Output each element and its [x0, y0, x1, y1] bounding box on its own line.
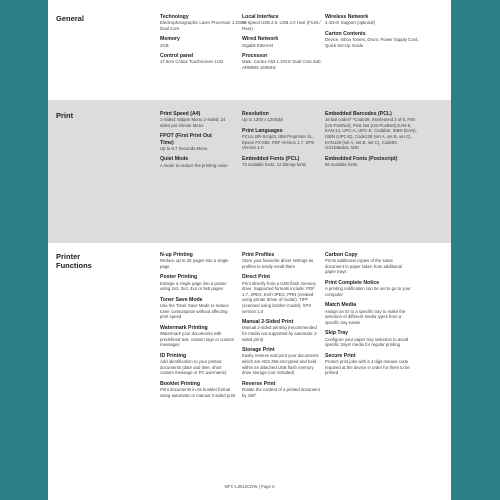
spec-heading: Embedded Barcodes (PCL) [325, 111, 392, 117]
spec-item [242, 156, 322, 168]
spec-item [242, 14, 330, 31]
spec-heading: Technology [160, 14, 189, 20]
spec-heading: Embedded Fonts (Postscript) [325, 155, 398, 162]
spec-item [242, 53, 330, 70]
section-title: Print [56, 111, 74, 120]
spec-heading: Direct Print [242, 274, 270, 281]
spec-detail: A mode to reduce the printing noise [160, 162, 228, 168]
spec-item [160, 325, 236, 348]
spec-detail: Assign an ID to a specific tray to make the selection of different media types from a specific tray easier [325, 308, 406, 325]
spec-heading: Print Speed (A4) [160, 111, 201, 117]
spec-item [242, 111, 322, 123]
spec-item [242, 128, 322, 151]
spec-heading: Carbon Copy [325, 252, 358, 258]
spec-item [160, 36, 248, 48]
spec-heading: Local Interface [242, 14, 279, 20]
column-1 [160, 14, 248, 70]
spec-detail: Add identification to your printed documents (date and time, short custom message or PC username) [160, 358, 227, 376]
spec-item [160, 381, 236, 398]
spec-item [242, 36, 330, 48]
spec-heading: Print Profiles [242, 252, 275, 258]
spec-detail: Up to 1200 x 1200dpi [242, 117, 283, 123]
spec-detail: Manual 2-sided printing (recommended for media not supported by automatic 2-sided print) [242, 325, 318, 342]
spec-heading: Storage Print [242, 347, 275, 354]
spec-item [242, 319, 320, 342]
spec-heading: Secure Print [325, 352, 356, 359]
spec-item [242, 381, 320, 398]
spec-item [325, 353, 411, 376]
spec-heading: Booklet Printing [160, 380, 201, 387]
spec-heading: Print Complete Notice [325, 279, 380, 286]
spec-heading: Resolution [242, 111, 269, 117]
spec-item [160, 53, 248, 65]
spec-item [325, 252, 411, 275]
spec-heading: Poster Printing [160, 274, 198, 281]
spec-detail: Print documents in A5 booklet format using automatic or manual 2-sided print [160, 386, 236, 398]
spec-detail: Reduce up to 25 pages into a single page [160, 258, 229, 269]
spec-heading: Wired Network [242, 36, 279, 43]
spec-detail: Store your favourite driver settings as profiles to easily recall them [242, 258, 314, 269]
spec-heading: Skip Tray [325, 330, 349, 337]
spec-detail: Protect print jobs with a 4 digit release code required at the device in order for them to be printed [325, 358, 410, 376]
spec-detail: Use the Toner Save Mode to reduce toner consumption without affecting print speed [160, 302, 229, 320]
spec-detail: Easily retrieve and print your documents which are AES 256 encrypted and held within an attached USB flash memory drive storage (not included) [242, 353, 319, 376]
spec-item [325, 111, 421, 151]
spec-detail: Prints additional copies of the same document to paper taken from additional paper trays [325, 258, 402, 275]
spec-heading: Wireless Network [325, 14, 369, 20]
spec-item [160, 14, 248, 31]
spec-detail: 2GB [160, 42, 169, 48]
spec-heading: Embedded Fonts (PCL) [242, 155, 300, 162]
column-3 [325, 14, 420, 53]
spec-item [160, 297, 236, 320]
spec-detail: 66 scalable fonts [325, 161, 358, 167]
spec-detail: Print directly from a USB flash memory drive. Supported formats include: PDF 1.7, JPEG, Exif+JPEG, PRN (created using printer driver of model), TIFF (scanned using brother model), XPS version 1.0 [242, 280, 317, 314]
spec-item [160, 156, 236, 168]
spec-item [242, 347, 320, 376]
spec-heading: Carton Contents [325, 30, 366, 37]
spec-page [48, 0, 451, 500]
column-3 [325, 252, 411, 381]
section-title: Printer Functions [56, 252, 92, 270]
spec-item [242, 252, 320, 269]
column-1 [160, 252, 236, 403]
spec-item [160, 274, 236, 291]
spec-heading: Quiet Mode [160, 156, 189, 163]
spec-detail: 73 scalable fonts, 12 bitmap fonts [242, 161, 307, 167]
spec-heading: Control panel [160, 53, 194, 60]
spec-item [242, 274, 320, 314]
spec-heading: Print Languages [242, 127, 283, 134]
spec-heading: Memory [160, 36, 180, 43]
spec-heading: Reverse Print [242, 380, 276, 387]
spec-item [325, 14, 420, 26]
spec-detail: Hi-Speed USB 2.0, USB 2.0 Host (Front / Rear) [242, 20, 321, 31]
spec-detail: Device, Inbox Toners, Drum, Power Supply Cord, Quick Set-Up Guide [325, 37, 419, 48]
spec-heading: N-up Printing [160, 252, 193, 258]
spec-heading: Manual 2-Sided Print [242, 319, 294, 326]
spec-detail: Rotate the content of a printed document by 180° [242, 386, 320, 398]
spec-detail: A printing notification can be set to go to your computer [325, 286, 411, 297]
spec-heading: Processor [242, 53, 268, 60]
spec-heading: Toner Save Mode [160, 296, 203, 303]
spec-item [160, 252, 236, 269]
spec-detail: Main: Cortex-A53 1.2GHz Dual Core Sub: ARM946 150MHz [242, 59, 322, 70]
spec-heading: Match Media [325, 302, 357, 309]
spec-heading: ID Printing [160, 352, 187, 359]
spec-detail: Configure your paper tray selection to avoid specific trays/ media for regular printing [325, 336, 409, 348]
section-title: General [56, 14, 84, 23]
page-footer: MFC-L8610CDW | Page 6 [224, 484, 275, 489]
spec-detail: Watermark your documents with predefined text, custom logo or custom messages [160, 330, 235, 348]
column-2 [242, 111, 322, 173]
spec-item [160, 133, 236, 151]
spec-detail: 2.4GHz Support (optional) [325, 20, 375, 26]
spec-item [160, 353, 236, 376]
spec-detail: 16 bar codes* *Code39, Interleaved 2 of 5, FIM (US-PostNet), Post Net (US-PostNet) EAN-8, EAN-13, UPC-A, UPC-E, Codabar, ISBN (EAN), ISBN (UPC-E), Code128 (set A, set B, set C), EAN128 (set A, set B, set C), Code93, GS1Databar, MSI [325, 117, 417, 151]
spec-detail: Electrophotographic Laser Processor 1.2GHz Dual Core [160, 20, 247, 31]
spec-item [160, 111, 236, 128]
column-1 [160, 111, 236, 173]
spec-detail: 17.6cm Colour Touchscreen LCD [160, 59, 224, 65]
spec-item [325, 31, 420, 48]
column-2 [242, 252, 320, 403]
spec-item [325, 302, 411, 325]
column-2 [242, 14, 330, 76]
spec-item [325, 280, 411, 297]
spec-detail: PCL6, BR-Script3, IBM Proprinter XL, Epson FX-850, PDF Version 1.7, XPS Version 1.0 [242, 134, 315, 151]
column-3 [325, 111, 421, 173]
spec-detail: 1-Sided: 50ppm Mono 2-Sided: 24 sides per minute Mono [160, 117, 226, 128]
spec-item [325, 330, 411, 347]
spec-item [325, 156, 421, 168]
spec-detail: Up to 6.7 Seconds Mono [160, 145, 208, 151]
spec-detail: Gigabit Ethernet [242, 42, 274, 48]
spec-heading: FPOT (First Print Out Time) [160, 133, 212, 146]
spec-heading: Watermark Printing [160, 324, 208, 331]
spec-detail: Enlarge a single page into a poster using 2x2, 3x3, 4x4 or 5x5 pages [160, 280, 227, 292]
